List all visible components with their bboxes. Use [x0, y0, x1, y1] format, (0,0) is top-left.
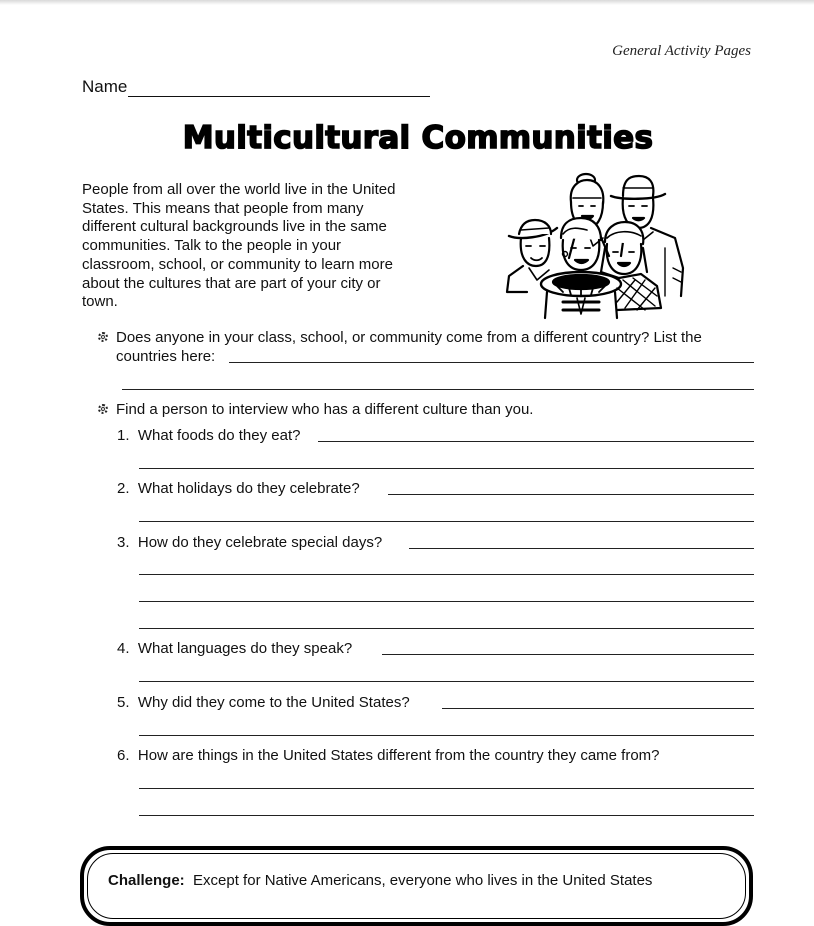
intro-line: different cultural backgrounds live in the same	[82, 218, 387, 236]
page-title: Multicultural Communities	[182, 120, 654, 156]
answer-line[interactable]	[442, 708, 754, 709]
bullet-interview	[98, 400, 758, 419]
bullet-text: Does anyone in your class, school, or community come from a different country? List the	[116, 329, 702, 346]
question-number: 2.	[117, 480, 130, 497]
question-number: 6.	[117, 747, 130, 764]
question-text: How do they celebrate special days?	[137, 534, 383, 551]
question-number: 5.	[117, 694, 130, 711]
intro-line: People from all over the world live in the United	[82, 181, 396, 198]
challenge-label: Challenge:	[108, 872, 185, 889]
name-input-line[interactable]	[128, 78, 430, 97]
question-6	[117, 747, 666, 764]
bullet-countries	[98, 328, 758, 366]
answer-line[interactable]	[382, 654, 754, 655]
bullet-text: Find a person to interview who has a different culture than you.	[116, 401, 534, 418]
answer-line[interactable]	[139, 601, 754, 602]
answer-line[interactable]	[409, 548, 754, 549]
bullet-circle-icon	[98, 332, 108, 342]
answer-line-countries[interactable]	[122, 389, 754, 390]
answer-line-countries[interactable]	[229, 362, 754, 363]
question-text: What holidays do they celebrate?	[137, 480, 360, 497]
answer-line[interactable]	[139, 521, 754, 522]
answer-line[interactable]	[139, 735, 754, 736]
question-text: What foods do they eat?	[137, 427, 301, 444]
intro-line: town.	[82, 293, 118, 311]
question-5	[117, 694, 416, 711]
question-1	[117, 427, 306, 444]
question-4	[117, 640, 358, 657]
bullet-circle-icon	[98, 404, 108, 414]
answer-line[interactable]	[388, 494, 754, 495]
question-text: How are things in the United States different from the country they came from?	[137, 747, 660, 764]
name-label: Name	[82, 77, 128, 96]
answer-line[interactable]	[139, 574, 754, 575]
intro-line: about the cultures that are part of your city or	[82, 274, 381, 292]
intro-line: communities. Talk to the people in your	[82, 237, 342, 255]
bullet-text: countries here:	[116, 348, 216, 365]
question-number: 3.	[117, 534, 130, 551]
question-3	[117, 534, 388, 551]
name-row	[82, 77, 430, 97]
question-number: 4.	[117, 640, 130, 657]
question-2	[117, 480, 366, 497]
question-text: Why did they come to the United States?	[137, 694, 410, 711]
answer-line[interactable]	[139, 628, 754, 629]
question-text: What languages do they speak?	[137, 640, 353, 657]
answer-line[interactable]	[139, 468, 754, 469]
group-of-people-illustration-icon	[505, 168, 695, 320]
intro-line: classroom, school, or community to learn more	[82, 255, 393, 273]
answer-line[interactable]	[139, 788, 754, 789]
intro-paragraph	[82, 181, 432, 312]
challenge-body: Except for Native Americans, everyone who lives in the United States	[193, 872, 653, 889]
page-top-shadow	[0, 0, 814, 5]
answer-line[interactable]	[139, 681, 754, 682]
section-note: General Activity Pages	[612, 43, 751, 59]
answer-line[interactable]	[139, 815, 754, 816]
question-number: 1.	[117, 427, 130, 444]
intro-line: States. This means that people from many	[82, 199, 364, 217]
challenge-text	[108, 872, 652, 889]
answer-line[interactable]	[318, 441, 754, 442]
